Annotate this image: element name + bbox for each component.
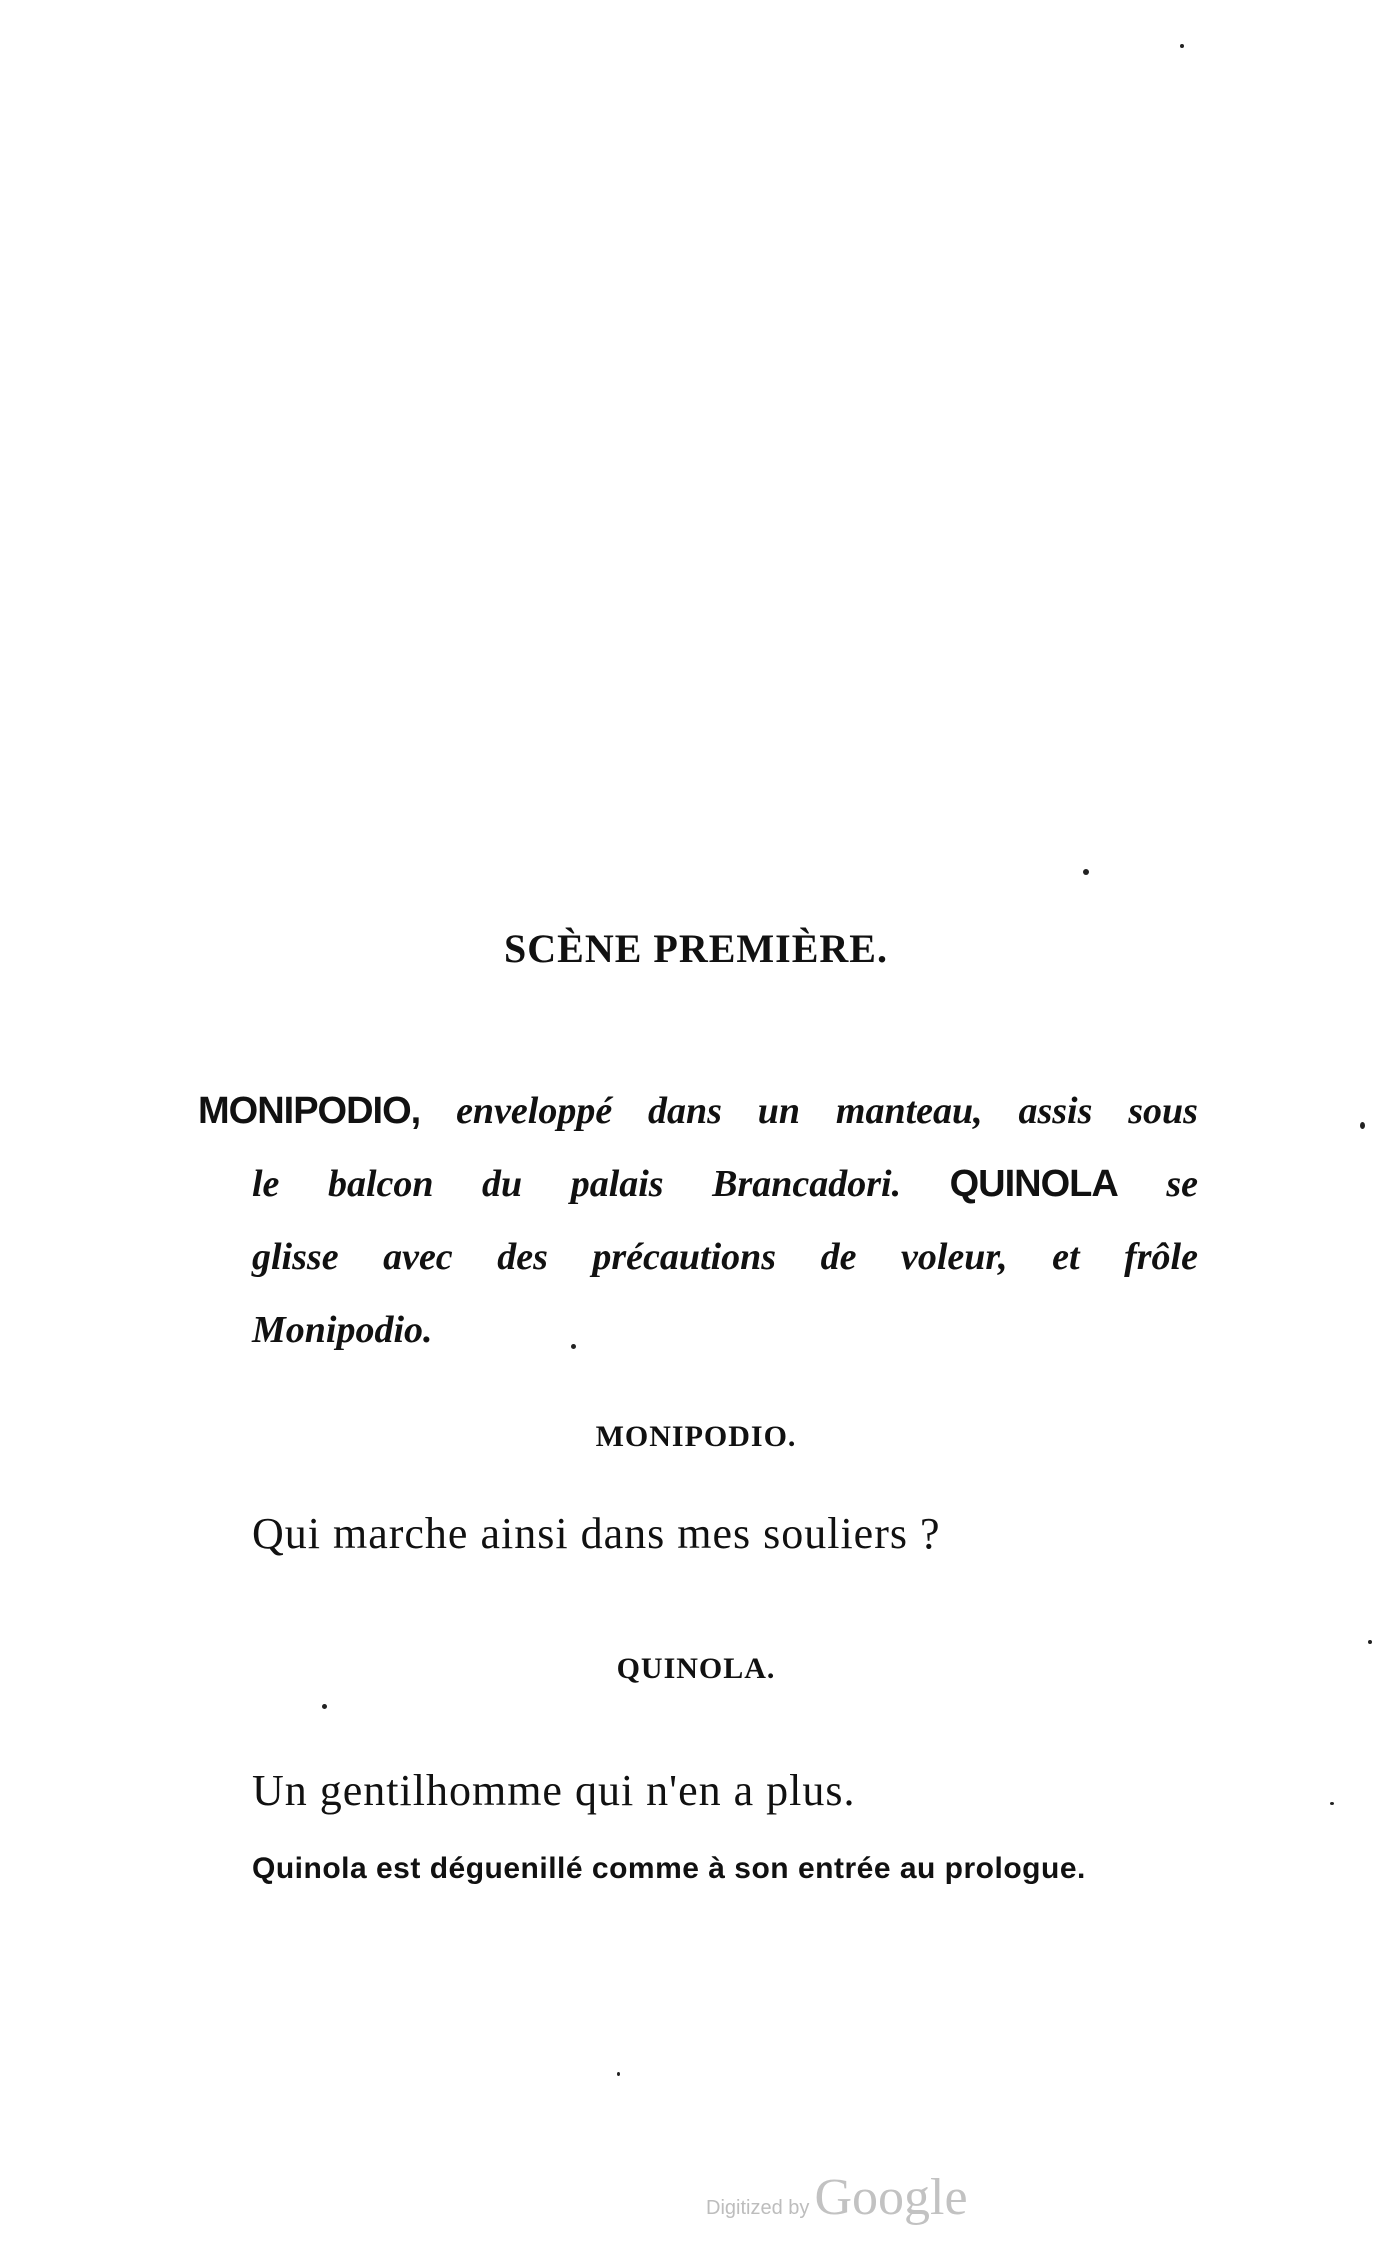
- stage-direction-line-1: [198, 1075, 1198, 1148]
- scan-speck: [1180, 44, 1184, 48]
- digitization-watermark: [706, 2168, 968, 2227]
- direction-word: avec: [383, 1236, 453, 1278]
- watermark-prefix: Digitized by: [706, 2197, 810, 2219]
- scan-speck: [322, 1704, 327, 1709]
- stage-direction-line-3: [198, 1221, 1198, 1294]
- stage-note: Quinola est déguenillé comme à son entrée au prologue.: [252, 1852, 1086, 1885]
- stage-direction: [198, 1075, 1198, 1367]
- dialogue-line: Un gentilhomme qui n'en a plus.: [252, 1766, 856, 1815]
- speaker-label-monipodio: MONIPODIO.: [595, 1420, 797, 1453]
- direction-word: voleur,: [900, 1236, 1008, 1278]
- direction-word: le: [252, 1163, 280, 1205]
- direction-word: glisse: [252, 1236, 339, 1278]
- scan-speck: [571, 1344, 576, 1349]
- direction-word: palais: [570, 1163, 664, 1205]
- stage-direction-line-2: [198, 1148, 1198, 1221]
- character-name-quinola: QUINOLA: [949, 1163, 1118, 1205]
- direction-word: balcon: [327, 1163, 434, 1205]
- stage-direction-line-4: [198, 1294, 1198, 1367]
- dialogue-line: Qui marche ainsi dans mes souliers ?: [252, 1509, 941, 1558]
- direction-word: enveloppé: [456, 1090, 613, 1132]
- scan-speck: [1330, 1802, 1334, 1805]
- scan-speck: [1360, 1122, 1365, 1129]
- direction-word: des: [497, 1236, 548, 1278]
- direction-word: du: [482, 1163, 523, 1205]
- direction-word: sous: [1128, 1090, 1198, 1132]
- scan-speck: [617, 2072, 620, 2076]
- character-name-monipodio: MONIPODIO,: [198, 1090, 421, 1132]
- scan-speck: [1368, 1640, 1372, 1644]
- direction-word: manteau,: [835, 1090, 983, 1132]
- direction-word: assis: [1018, 1090, 1093, 1132]
- scene-title: SCÈNE PREMIÈRE.: [504, 926, 888, 971]
- google-logo: Google: [814, 2169, 968, 2226]
- direction-word: Monipodio.: [252, 1309, 433, 1351]
- scan-speck: [1083, 869, 1089, 875]
- direction-word: un: [757, 1090, 801, 1132]
- direction-word: frôle: [1124, 1236, 1198, 1278]
- direction-word: Brancadori.: [712, 1163, 902, 1205]
- direction-word: dans: [648, 1090, 722, 1132]
- direction-word: se: [1166, 1163, 1198, 1205]
- direction-word: précautions: [592, 1236, 777, 1278]
- speaker-label-quinola: QUINOLA.: [616, 1652, 776, 1685]
- direction-word: de: [820, 1236, 857, 1278]
- direction-word: et: [1052, 1236, 1080, 1278]
